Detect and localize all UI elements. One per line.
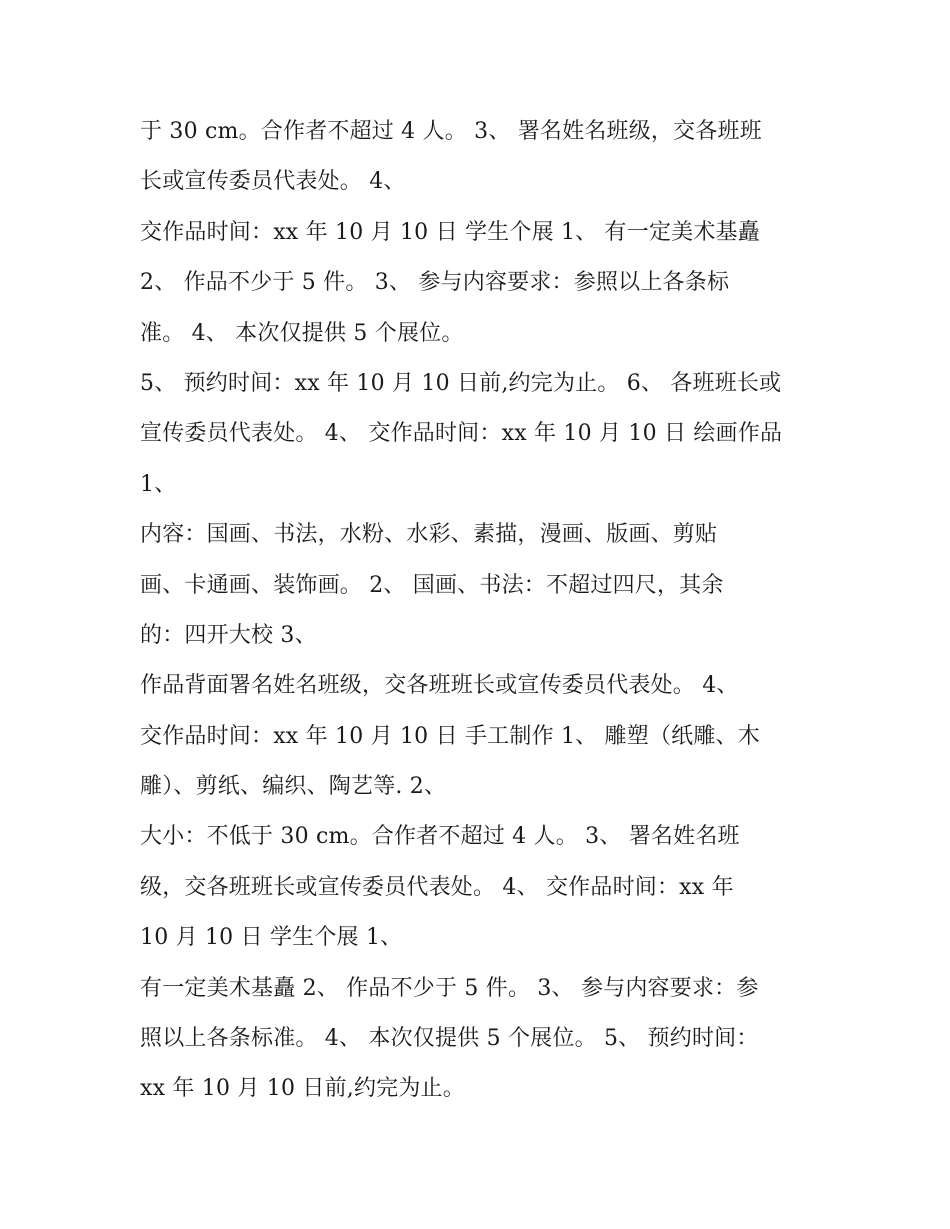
text-line-1: 于 30 cm。合作者不超过 4 人。 3、 署名姓名班级，交各班班 <box>140 119 762 144</box>
text-line-9: 内容：国画、书法，水粉、水彩、素描，漫画、版画、剪贴 <box>140 522 718 548</box>
document-body <box>140 107 840 1115</box>
text-line-18: 有一定美术基矗 2、 作品不少于 5 件。 3、 参与内容要求：参 <box>140 975 759 1001</box>
text-line-8: 1、 <box>140 471 177 497</box>
text-line-6: 5、 预约时间：xx 年 10 月 10 日前,约完为止。 6、 各班班长或 <box>140 370 782 396</box>
text-line-19: 照以上各条标准。 4、 本次仅提供 5 个展位。 5、 预约时间： <box>140 1026 759 1052</box>
text-line-4: 2、 作品不少于 5 件。 3、 参与内容要求：参照以上各条标 <box>140 270 730 296</box>
text-line-13: 交作品时间：xx 年 10 月 10 日 手工制作 1、 雕塑（纸雕、木 <box>140 723 760 749</box>
text-line-7: 宣传委员代表处。 4、 交作品时间：xx 年 10 月 10 日 绘画作品 <box>140 421 783 447</box>
text-line-10: 画、卡通画、装饰画。 2、 国画、书法：不超过四尺，其余 <box>140 572 724 598</box>
text-line-17: 10 月 10 日 学生个展 1、 <box>140 925 403 951</box>
text-line-14: 雕）、剪纸、编织、陶艺等. 2、 <box>140 774 447 800</box>
text-line-16: 级，交各班班长或宣传委员代表处。 4、 交作品时间：xx 年 <box>140 874 734 900</box>
text-line-11: 的：四开大校 3、 <box>140 622 317 648</box>
text-line-3: 交作品时间：xx 年 10 月 10 日 学生个展 1、 有一定美术基矗 <box>140 219 760 245</box>
text-line-12: 作品背面署名姓名班级，交各班班长或宣传委员代表处。 4、 <box>140 673 739 699</box>
text-line-15: 大小：不低于 30 cm。合作者不超过 4 人。 3、 署名姓名班 <box>140 824 740 850</box>
text-line-20: xx 年 10 月 10 日前,约完为止。 <box>140 1076 465 1102</box>
text-line-2: 长或宣传委员代表处。 4、 <box>140 169 406 195</box>
text-line-5: 准。 4、 本次仅提供 5 个展位。 <box>140 320 464 346</box>
